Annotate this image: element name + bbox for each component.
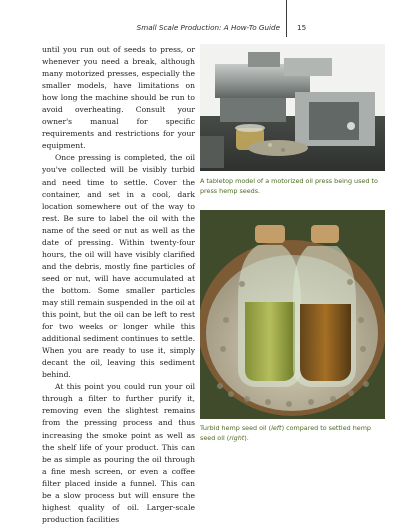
hemp-oil-bottles-photo	[200, 210, 385, 419]
page-number: 15	[297, 23, 307, 32]
figure-2-caption-start: Turbid hemp seed oil (	[200, 424, 272, 432]
body-paragraph-2: Once pressing is completed, the oil you've collected will be visibly turbid and need time to settle. Cover the container, and set in a cool, dark location somewhere out of the way to rest. Be sure to label the oil with the name of the seed or nut as well as the date of pressing. Within twenty-four hours, the oil will have visibly clarified and the debris, mostly fine particles of seed or nut, will have accumulated at the bottom. Some smaller particles may still remain suspended in the oil at this point, but the oil can be left to rest for two weeks or longer while this additional sediment continues to settle. When you are ready to use it, simply decant the oil, leaving this sediment behind.	[42, 153, 195, 380]
header-divider	[286, 0, 287, 37]
figure-2-caption-middle: ) compared to settled hemp seed oil (	[200, 424, 371, 443]
body-text-column	[42, 44, 195, 526]
body-paragraph-3: At this point you could run your oil through a filter to further purify it, removing even the slightest remains from the pressing process and thus increasing the smoke point as well as the shelf life of your product. This can be as simple as pouring the oil through a fine mesh screen, or even a coffee filter placed inside a funnel. This can be a slow process but will ensure the highest quality of oil. Larger-scale production facilities	[42, 382, 195, 524]
figure-1-caption: A tabletop model of a motorized oil press being used to press hemp seeds.	[200, 177, 378, 196]
running-header-title: Small Scale Production: A How-To Guide	[136, 23, 280, 32]
figure-2-caption-left: left	[271, 424, 282, 432]
body-paragraph-1: until you run out of seeds to press, or whenever you need a break, although many motorized presses, especially the smaller models, have limitations on how long the machine should be run to avoid overheating. Consult your owner's manual for specific requirements and restrictions for your equipment.	[42, 45, 195, 151]
figure-2-caption-right: right	[229, 434, 245, 443]
figure-2-caption-end: ).	[244, 434, 249, 443]
oil-press-photo	[200, 44, 385, 171]
figure-2-caption	[200, 423, 385, 444]
